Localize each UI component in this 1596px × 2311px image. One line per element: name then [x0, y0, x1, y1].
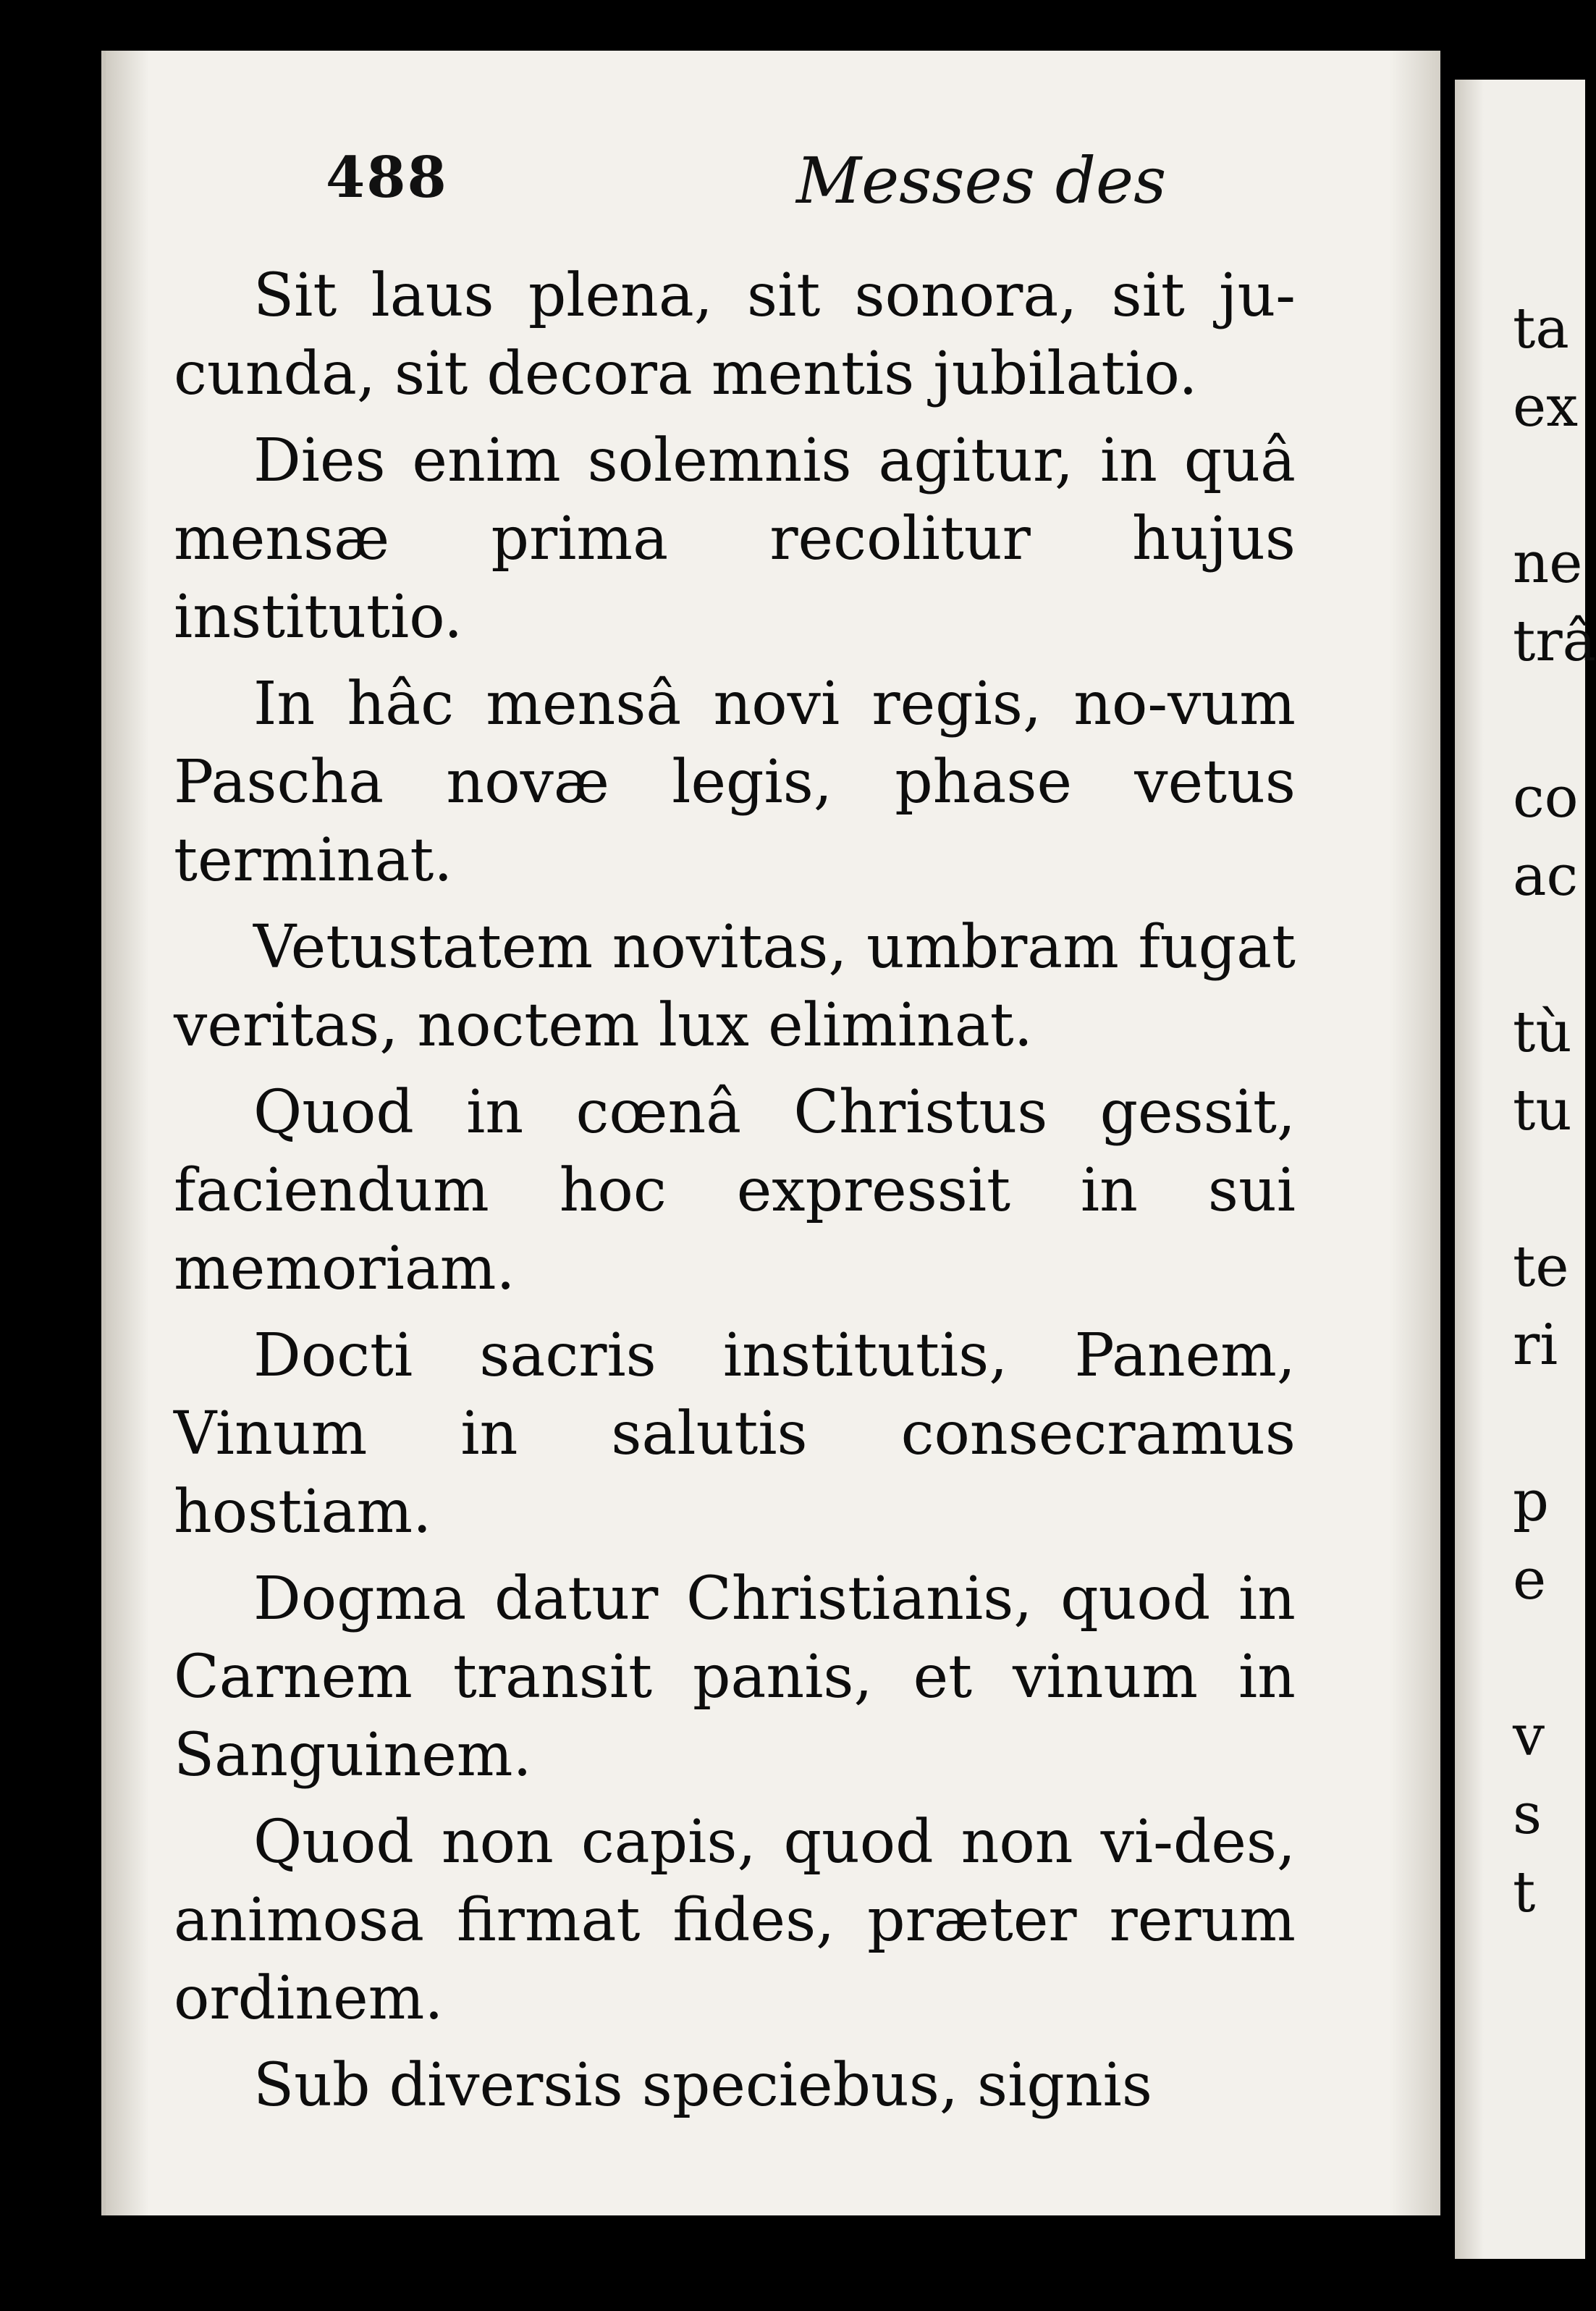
facing-line [1513, 446, 1585, 524]
facing-line: v [1513, 1704, 1545, 1769]
paragraph: Dies enim solemnis agitur, in quâ mensæ prima recolitur hujus institutio. [174, 426, 1296, 652]
paragraph: Vetustatem novitas, umbram fugat veritas, noctem lux eliminat. [174, 913, 1296, 1060]
facing-line [1513, 1619, 1585, 1697]
facing-line: ex [1513, 374, 1579, 439]
facing-line: tù [1513, 1000, 1572, 1065]
facing-line: ri [1513, 1313, 1558, 1378]
facing-line: ta [1513, 296, 1569, 361]
paragraph: Quod non capis, quod non vi-des, animosa firmat fides, præter rerum ordinem. [174, 1808, 1296, 2033]
body-text [174, 257, 1296, 2125]
facing-line [1513, 1384, 1585, 1462]
paragraph: Sub diversis speciebus, signis [253, 2051, 1152, 2120]
facing-line: e [1513, 1547, 1547, 1612]
facing-line: tu [1513, 1078, 1572, 1143]
facing-line [1513, 681, 1585, 759]
facing-line [1513, 1150, 1585, 1228]
paragraph: Quod in cœnâ Christus gessit, faciendum hoc expressit in sui memoriam. [174, 1078, 1296, 1303]
paragraph: Sit laus plena, sit sonora, sit ju-cunda, sit decora mentis jubilatio. [174, 261, 1296, 408]
page-number: 488 [326, 145, 448, 211]
facing-line [1513, 915, 1585, 993]
paragraph: Dogma datur Christianis, quod in Carnem transit panis, et vinum in Sanguinem. [174, 1565, 1296, 1790]
facing-page-text [1513, 290, 1596, 1932]
facing-line: ne [1513, 531, 1583, 596]
running-title: Messes des [796, 143, 1167, 218]
facing-line: s [1513, 1782, 1542, 1847]
facing-line: co [1513, 765, 1579, 830]
facing-line: trâ [1513, 609, 1596, 674]
facing-line: t [1513, 1860, 1536, 1925]
facing-line: ac [1513, 843, 1579, 909]
facing-line: p [1513, 1469, 1549, 1534]
paragraph: Docti sacris institutis, Panem, Vinum in salutis consecramus hostiam. [174, 1321, 1296, 1546]
running-head [217, 87, 1440, 218]
paragraph: In hâc mensâ novi regis, no-vum Pascha novæ legis, phase vetus terminat. [174, 670, 1296, 895]
facing-line: te [1513, 1234, 1569, 1300]
